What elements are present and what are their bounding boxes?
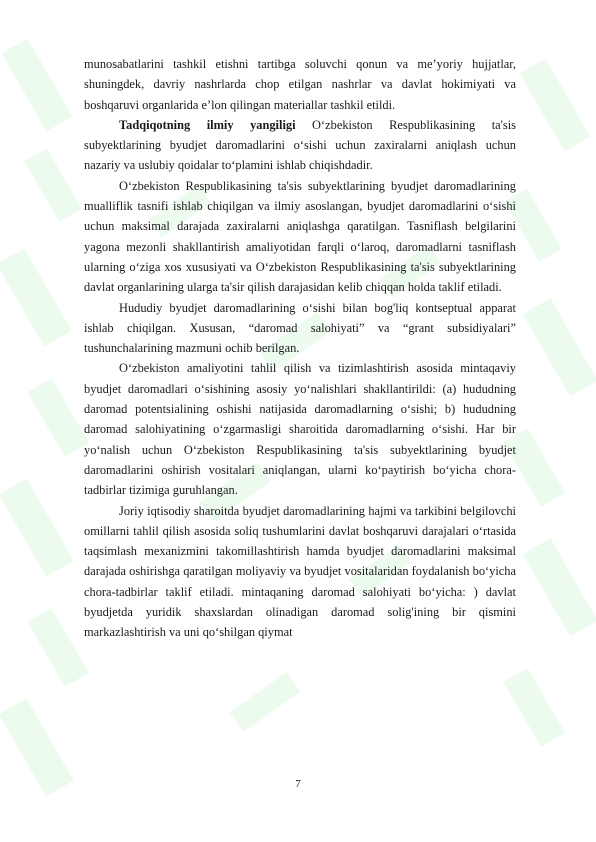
paragraph-6 <box>84 501 516 643</box>
paragraph-4 <box>84 298 516 359</box>
paragraph-3-text: O‘zbekiston Respublikasining ta'sis subyektlarining byudjet daromadlarining mualliflik tasnifi ishlab chiqilgan va ilmiy asoslangan, byudjet daromadlarini o‘sishi uchun maksimal darajada zaxiralarni aniqlashga qaratilgan. Tasniflash belgilarini yagona mezonli shakllantirish amaliyotidan farqli o‘laroq, daromadlarni tasniflash ularning o‘ziga xos xususiyati va O‘zbekiston Respublikasining ta'sis subyektlarining davlat organlarining ularga ta'sir qilish darajasidan kelib chiqqan holda taklif etiladi. <box>84 178 516 295</box>
page-number: 7 <box>295 778 301 790</box>
paragraph-2-lead: Tadqiqotning ilmiy yangiligi <box>119 117 296 132</box>
paragraph-1 <box>84 54 516 115</box>
paragraph-2-text: O‘zbekiston Respublikasining ta'sis subyektlarining byudjet daromadlarini o‘sishi uchun zaxiralarni aniqlash uchun nazariy va uslubiy qoidalar to‘plamini ishlab chiqishdadir. <box>84 117 516 173</box>
paragraph-6-text: Joriy iqtisodiy sharoitda byudjet daromadlarining hajmi va tarkibini belgilovchi omillarni tahlil qilish asosida soliq tushumlarini davlat boshqaruvi darajalari o‘rtasida taqsimlash mexanizmini takomillashtirish hamda byudjet daromadlarini maksimal darajada oshirishga qaratilgan moliyaviy va byudjet vositalaridan foydalanish bo‘yicha chora-tadbirlar taklif etiladi. mintaqaning daromad salohiyati bo‘yicha: ) davlat byudjetda yuridik shaxslardan olinadigan daromad solig'ining bir qismini markazlashtirish va uni qo‘shilgan qiymat <box>84 503 516 640</box>
paragraph-3 <box>84 176 516 298</box>
paragraph-2 <box>84 115 516 176</box>
paragraph-4-text: Hududiy byudjet daromadlarining o‘sishi bilan bog'liq kontseptual apparat ishlab chiqilgan. Xususan, “daromad salohiyati” va “grant subsidiyalari” tushunchalarining mazmuni ochib berilgan. <box>84 300 516 356</box>
paragraph-5-text: O‘zbekiston amaliyotini tahlil qilish va tizimlashtirish asosida mintaqaviy byudjet daromadlari o‘sishining asosiy yo‘nalishlari shakllantirildi: (a) hududning daromad potentsialining oshishi natijasida daromadlarning o‘sishi; b) hududning daromad salohiyatining o‘zgarmasligi sharoitida daromadlarning o‘sishi. Har bir yo‘nalish uchun O‘zbekiston Respublikasining ta'sis subyektlarining byudjet daromadlarini oshirish vositalari aniqlangan, ularni ko‘paytirish bo‘yicha chora-tadbirlar tizimiga guruhlangan. <box>84 361 516 498</box>
page-body <box>84 54 516 643</box>
paragraph-1-text: munosabatlarini tashkil etishni tartibga soluvchi qonun va me’yoriy hujjatlar, shuningdek, davriy nashrlarda chop etilgan nashrlar va davlat hokimiyati va boshqaruvi organlarida e’lon qilingan materiallar tashkil etildi. <box>84 57 516 112</box>
paragraph-5 <box>84 358 516 500</box>
